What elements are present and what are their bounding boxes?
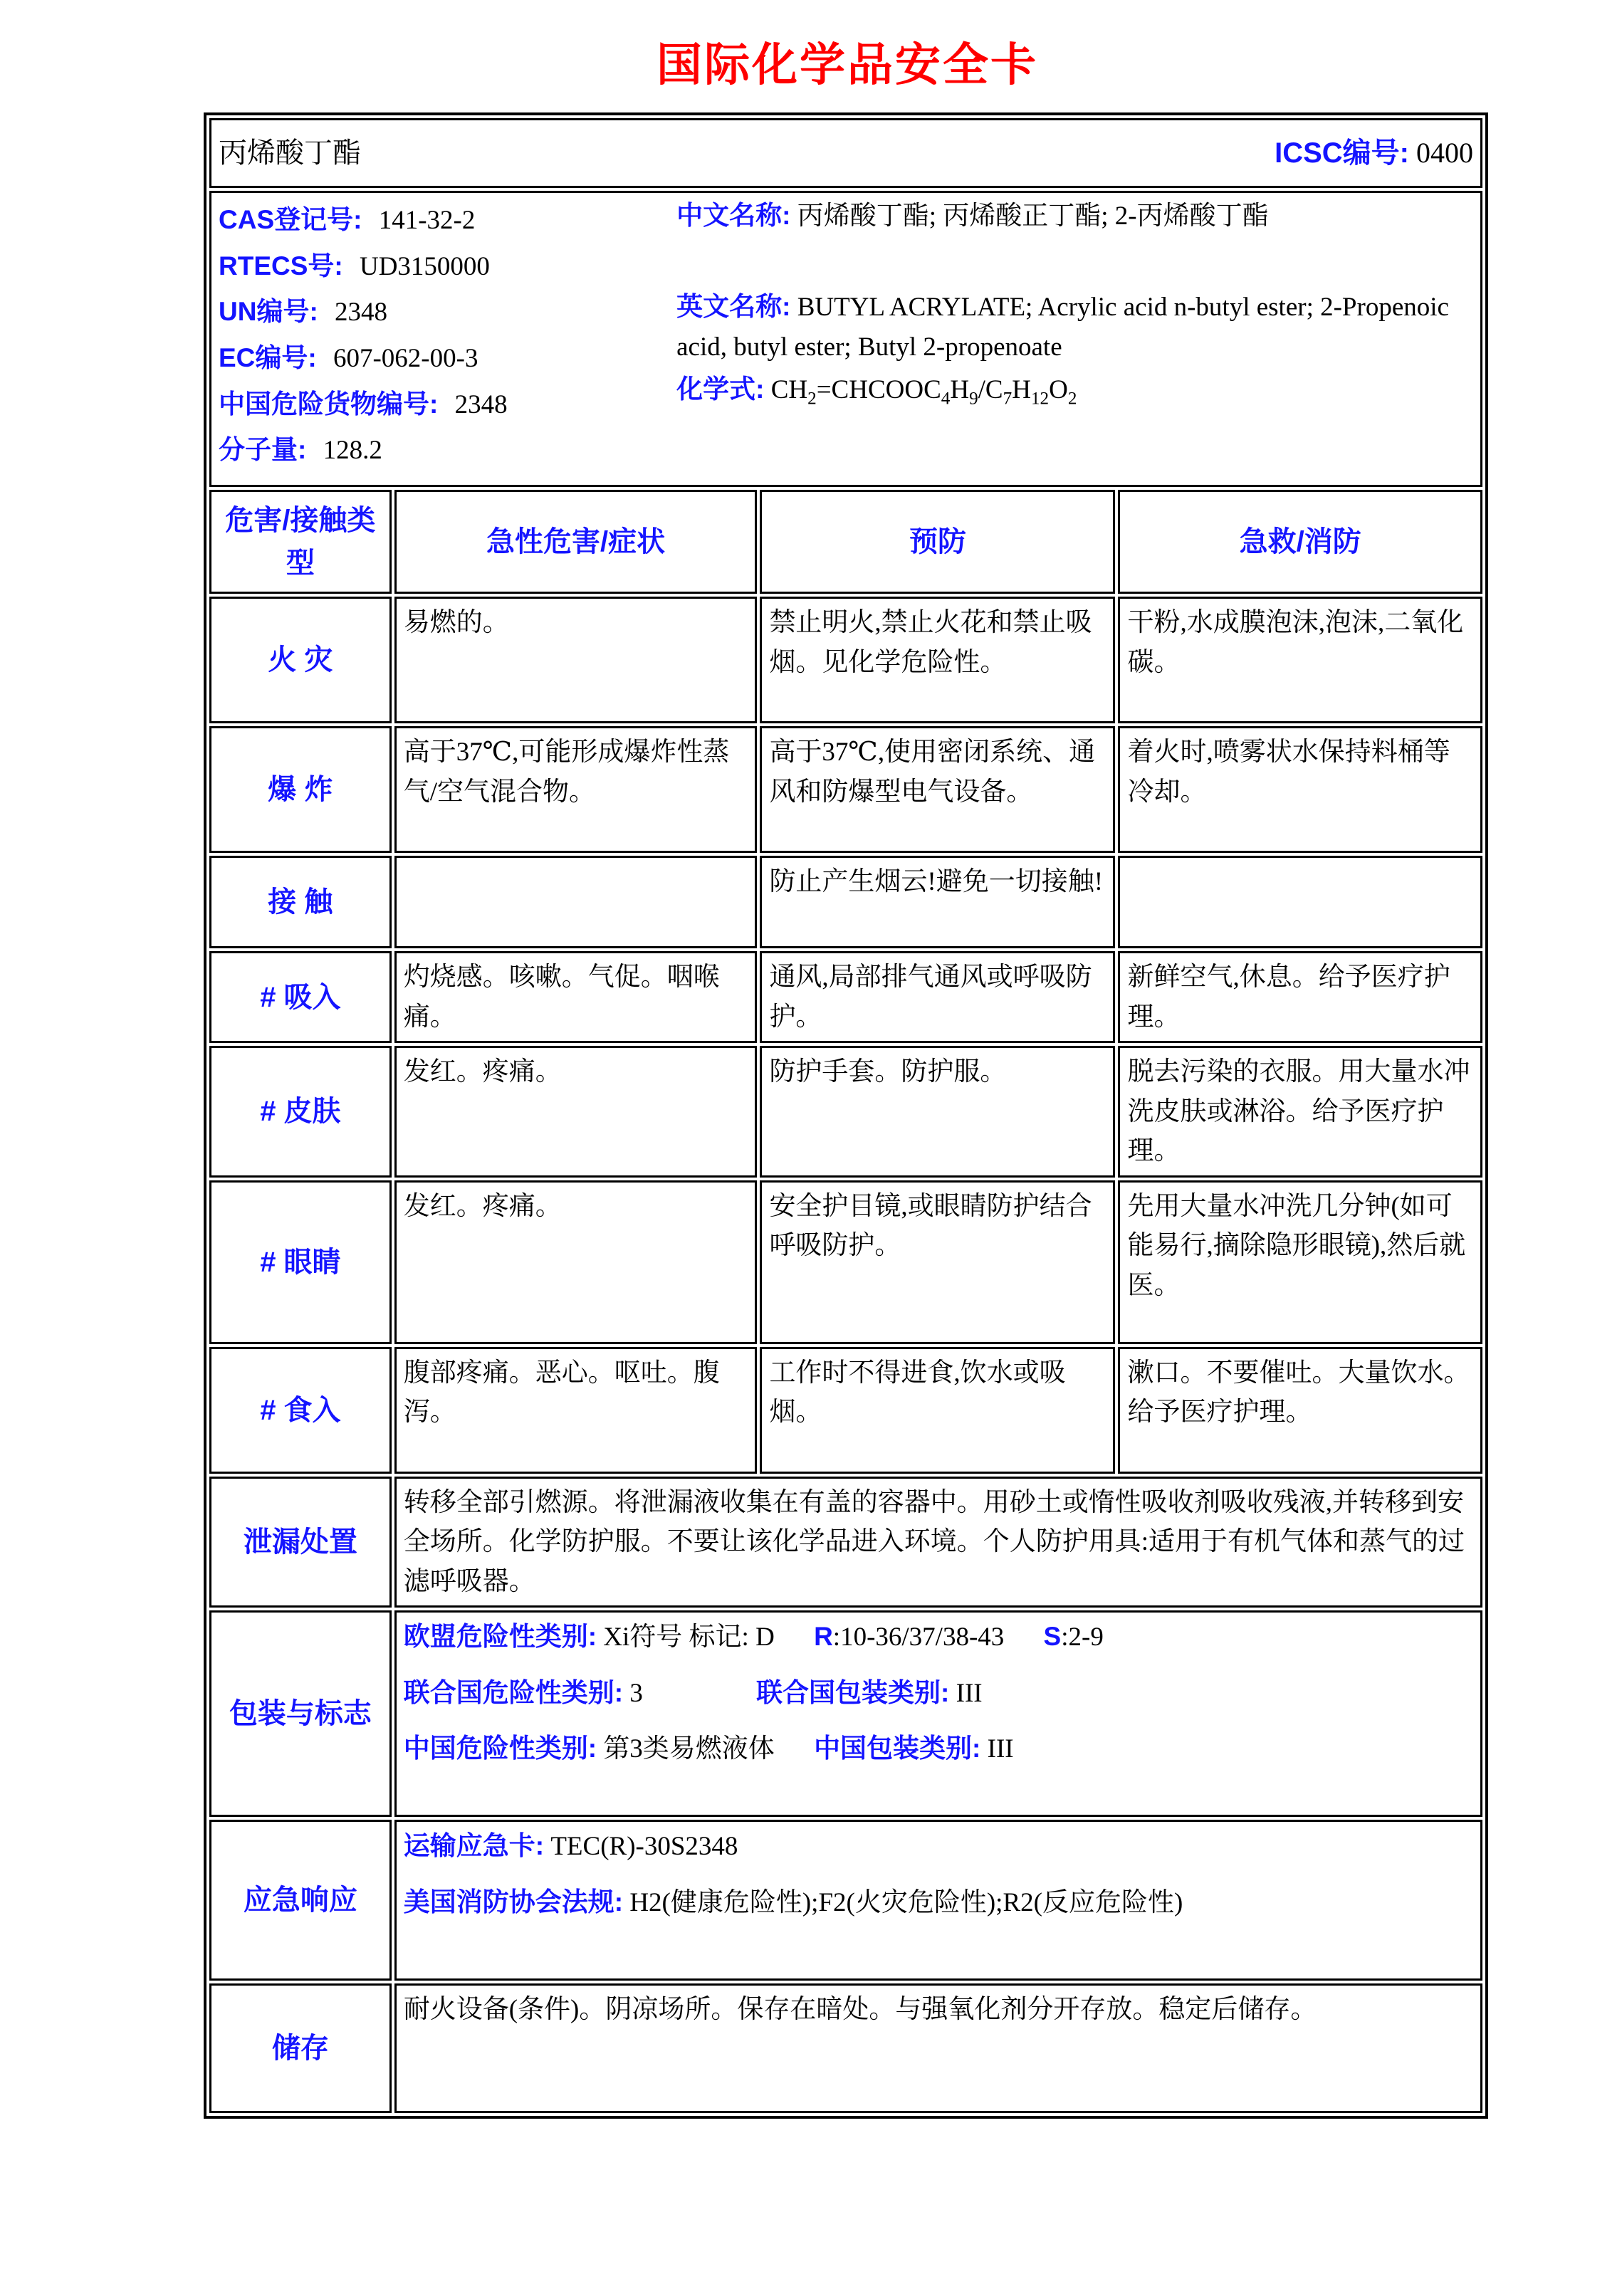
un-label: UN编号: xyxy=(219,297,318,327)
un-pack-label: 联合国包装类别: xyxy=(756,1677,950,1707)
hazard-row-skin xyxy=(209,1046,1482,1178)
chemical-formula-line xyxy=(676,369,1473,412)
chemical-formula-label: 化学式: xyxy=(676,374,765,404)
skin-type-label: # 皮肤 xyxy=(260,1096,341,1128)
inhalation-prevention-cell: 通风,局部排气通风或呼吸防护。 xyxy=(760,951,1115,1043)
cn-class-value: 第3类易燃液体 xyxy=(603,1734,775,1763)
s-phrase-label: S xyxy=(1043,1622,1062,1651)
ec-label: EC编号: xyxy=(219,342,317,372)
header-hazard-type-label: 危害/接触类型 xyxy=(225,505,376,579)
inhalation-type-cell xyxy=(209,951,392,1043)
molweight-label: 分子量: xyxy=(219,435,307,465)
cn-pack-value: III xyxy=(987,1734,1014,1763)
cas-label: CAS登记号: xyxy=(219,205,362,234)
explosion-type-cell xyxy=(209,726,392,853)
header-prevention xyxy=(760,490,1115,594)
skin-firstaid-cell: 脱去污染的衣服。用大量水冲洗皮肤或淋浴。给予医疗护理。 xyxy=(1118,1046,1482,1178)
explosion-type-label: 爆 炸 xyxy=(268,774,333,805)
substance-row xyxy=(209,118,1482,188)
english-name-line xyxy=(676,287,1473,367)
storage-row xyxy=(209,1983,1482,2113)
un-class-value: 3 xyxy=(629,1678,643,1708)
identifier-row-molweight xyxy=(219,427,676,473)
emergency-content-cell xyxy=(394,1820,1482,1981)
english-name-value: BUTYL ACRYLATE; Acrylic acid n-butyl ester; 2-Propenoic acid, butyl ester; Butyl 2-propenoate xyxy=(676,293,1449,362)
identifier-row-china-dg xyxy=(219,382,676,428)
page-title: 国际化学品安全卡 xyxy=(656,40,1038,90)
identification-row xyxy=(209,191,1482,487)
nfpa-line xyxy=(404,1882,1473,1923)
nfpa-label: 美国消防协会法规: xyxy=(403,1887,624,1917)
exposure-symptoms-cell xyxy=(394,856,758,948)
storage-label: 储存 xyxy=(271,2033,329,2064)
exposure-type-cell xyxy=(209,856,392,948)
icsc-number-value: 0400 xyxy=(1416,137,1473,169)
spillage-label: 泄漏处置 xyxy=(243,1526,357,1558)
packaging-un-line xyxy=(404,1673,1473,1714)
english-name-label: 英文名称: xyxy=(676,292,791,322)
cn-pack-label: 中国包装类别: xyxy=(814,1734,981,1763)
spillage-text-cell: 转移全部引燃源。将泄漏液收集在有盖的容器中。用砂土或惰性吸收剂吸收残液,并转移到安全场所。化学防护服。不要让该化学品进入环境。个人防护用具:适用于有机气体和蒸气的过滤呼吸器。 xyxy=(394,1477,1482,1608)
r-phrase-label: R xyxy=(814,1622,833,1651)
inhalation-firstaid-cell: 新鲜空气,休息。给予医疗护理。 xyxy=(1118,951,1482,1043)
chinese-name-line xyxy=(676,197,1473,234)
r-phrase-value: :10-36/37/38-43 xyxy=(832,1623,1005,1652)
explosion-prevention-cell: 高于37℃,使用密闭系统、通风和防爆型电气设备。 xyxy=(760,726,1115,853)
fire-type-cell xyxy=(209,597,392,723)
eyes-type-label: # 眼睛 xyxy=(260,1246,341,1278)
fire-type-label: 火 灾 xyxy=(268,644,333,676)
eyes-type-cell xyxy=(209,1180,392,1344)
storage-label-cell xyxy=(209,1983,392,2113)
exposure-prevention-cell: 防止产生烟云!避免一切接触! xyxy=(760,856,1115,948)
packaging-label-cell xyxy=(209,1610,392,1817)
molweight-value: 128.2 xyxy=(323,436,382,466)
ingestion-firstaid-cell: 漱口。不要催吐。大量饮水。给予医疗护理。 xyxy=(1118,1347,1482,1474)
header-symptoms xyxy=(394,490,758,594)
explosion-firstaid-cell: 着火时,喷雾状水保持料桶等冷却。 xyxy=(1118,726,1482,853)
packaging-cn-line xyxy=(404,1729,1473,1769)
ingestion-prevention-cell: 工作时不得进食,饮水或吸烟。 xyxy=(760,1347,1115,1474)
hazard-row-eyes xyxy=(209,1180,1482,1344)
hazard-row-exposure xyxy=(209,856,1482,948)
identifier-row-un xyxy=(219,289,676,335)
emergency-label-cell xyxy=(209,1820,392,1981)
nfpa-value: H2(健康危险性);F2(火灾危险性);R2(反应危险性) xyxy=(629,1887,1183,1917)
rtecs-value: UD3150000 xyxy=(359,251,490,281)
cas-value: 141-32-2 xyxy=(378,206,476,235)
packaging-eu-line xyxy=(404,1617,1473,1657)
hazard-row-ingestion xyxy=(209,1347,1482,1474)
transport-card-value: TEC(R)-30S2348 xyxy=(550,1832,738,1861)
ingestion-symptoms-cell: 腹部疼痛。恶心。呕吐。腹泻。 xyxy=(394,1347,758,1474)
china-dg-value: 2348 xyxy=(454,389,508,419)
substance-cell xyxy=(209,118,1482,188)
inhalation-type-label: # 吸入 xyxy=(260,981,341,1013)
inhalation-symptoms-cell: 灼烧感。咳嗽。气促。咽喉痛。 xyxy=(394,951,758,1043)
fire-symptoms-cell: 易燃的。 xyxy=(394,597,758,723)
identifier-row-rtecs xyxy=(219,243,676,290)
un-value: 2348 xyxy=(335,298,388,327)
china-dg-label: 中国危险货物编号: xyxy=(219,389,439,419)
fire-firstaid-cell: 干粉,水成膜泡沫,泡沫,二氧化碳。 xyxy=(1118,597,1482,723)
icsc-card-table xyxy=(204,112,1488,2119)
identifier-row-cas xyxy=(219,197,676,243)
chemical-formula-value: $CH_2=CHCOOC_4H_9/C_7H_{12}O_2$ xyxy=(770,375,1077,409)
eyes-prevention-cell: 安全护目镜,或眼睛防护结合呼吸防护。 xyxy=(760,1180,1115,1344)
eu-class-label: 欧盟危险性类别: xyxy=(403,1622,597,1651)
header-firstaid-label: 急救/消防 xyxy=(1239,526,1361,557)
s-phrase-value: :2-9 xyxy=(1061,1623,1104,1652)
eyes-symptoms-cell: 发红。疼痛。 xyxy=(394,1180,758,1344)
ec-value: 607-062-00-3 xyxy=(333,343,478,373)
spillage-label-cell xyxy=(209,1477,392,1608)
transport-card-label: 运输应急卡: xyxy=(403,1831,545,1860)
icsc-number-label: ICSC编号: xyxy=(1275,137,1409,169)
ingestion-type-cell xyxy=(209,1347,392,1474)
emergency-row xyxy=(209,1820,1482,1981)
un-pack-value: III xyxy=(956,1678,983,1708)
un-class-label: 联合国危险性类别: xyxy=(403,1677,624,1707)
header-hazard-type xyxy=(209,490,392,594)
cn-class-label: 中国危险性类别: xyxy=(403,1734,597,1763)
identifier-row-ec xyxy=(219,335,676,382)
eyes-firstaid-cell: 先用大量水冲洗几分钟(如可能易行,摘除隐形眼镜),然后就医。 xyxy=(1118,1180,1482,1344)
eu-class-value: Xi符号 标记: D xyxy=(603,1623,775,1652)
header-symptoms-label: 急性危害/症状 xyxy=(486,526,666,557)
skin-prevention-cell: 防护手套。防护服。 xyxy=(760,1046,1115,1178)
packaging-row xyxy=(209,1610,1482,1817)
skin-symptoms-cell: 发红。疼痛。 xyxy=(394,1046,758,1178)
header-prevention-label: 预防 xyxy=(909,526,966,557)
emergency-label: 应急响应 xyxy=(243,1884,357,1916)
ingestion-type-label: # 食入 xyxy=(260,1394,341,1426)
header-firstaid xyxy=(1118,490,1482,594)
skin-type-cell xyxy=(209,1046,392,1178)
packaging-content-cell xyxy=(394,1610,1482,1817)
spillage-row xyxy=(209,1477,1482,1608)
chinese-name-value: 丙烯酸丁酯; 丙烯酸正丁酯; 2-丙烯酸丁酯 xyxy=(797,201,1269,231)
packaging-label: 包装与标志 xyxy=(229,1698,372,1729)
name-block xyxy=(676,197,1473,473)
identifier-list xyxy=(219,197,676,473)
chinese-name-label: 中文名称: xyxy=(676,201,791,230)
hazard-header-row xyxy=(209,490,1482,594)
exposure-firstaid-cell xyxy=(1118,856,1482,948)
hazard-row-fire xyxy=(209,597,1482,723)
explosion-symptoms-cell: 高于37℃,可能形成爆炸性蒸气/空气混合物。 xyxy=(394,726,758,853)
exposure-type-label: 接 触 xyxy=(268,886,333,918)
storage-text-cell: 耐火设备(条件)。阴凉场所。保存在暗处。与强氧化剂分开存放。稳定后储存。 xyxy=(394,1983,1482,2113)
identification-cell xyxy=(209,191,1482,487)
substance-name: 丙烯酸丁酯 xyxy=(219,137,361,169)
rtecs-label: RTECS号: xyxy=(219,251,343,281)
fire-prevention-cell: 禁止明火,禁止火花和禁止吸烟。见化学危险性。 xyxy=(760,597,1115,723)
transport-card-line xyxy=(404,1826,1473,1867)
hazard-row-explosion xyxy=(209,726,1482,853)
hazard-row-inhalation xyxy=(209,951,1482,1043)
